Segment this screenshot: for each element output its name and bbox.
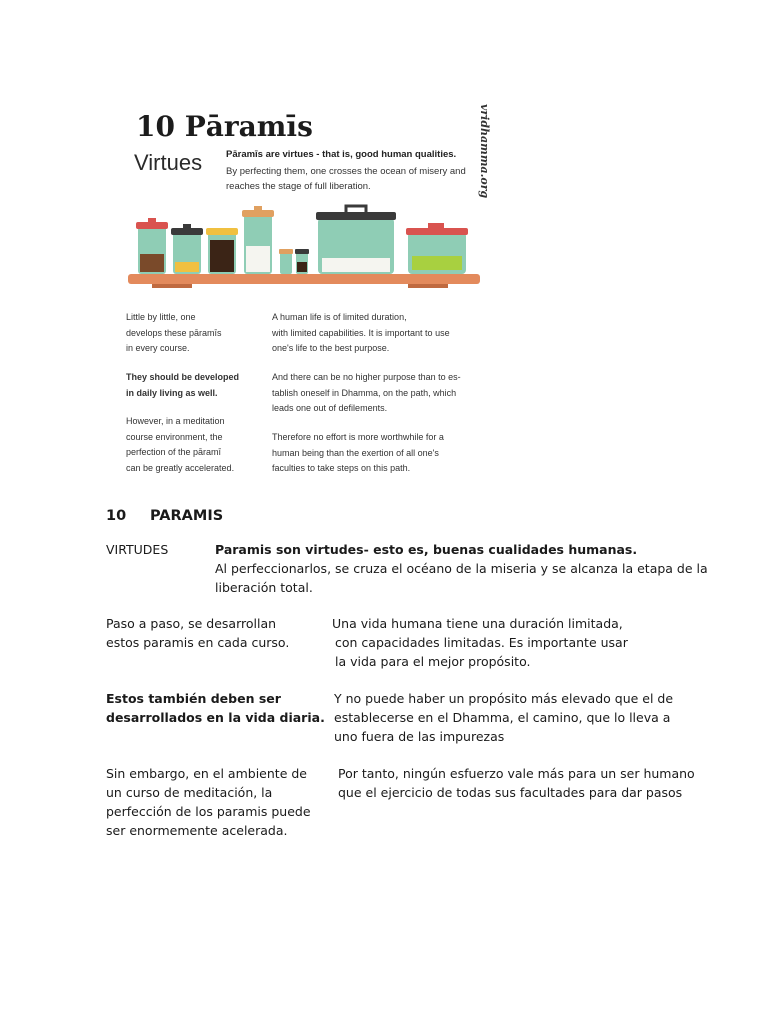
text-line: And there can be no higher purpose than to es- <box>272 372 461 382</box>
left-paragraph-2 <box>106 689 325 727</box>
poster-left-p3 <box>126 414 234 476</box>
text-line: perfección de los paramis puede <box>106 804 311 819</box>
text-line: la vida para el mejor propósito. <box>335 654 531 669</box>
poster-right-p1 <box>272 310 450 357</box>
jar-icon <box>406 223 468 274</box>
text-line: tablish oneself in Dhamma, on the path, which <box>272 387 457 398</box>
jar-icon <box>171 224 203 274</box>
text-line: Al perfeccionarlos, se cruza el océano de la miseria y se alcanza la etapa de la <box>215 561 708 576</box>
jar-icon <box>206 228 238 274</box>
section-heading: PARAMIS <box>150 508 224 524</box>
left-paragraph-1 <box>106 614 289 652</box>
text-line: un curso de meditación, la <box>106 785 273 800</box>
jar-icon <box>295 249 309 274</box>
shelf-bracket <box>152 284 192 288</box>
text-line: uno fuera de las impurezas <box>334 729 505 744</box>
poster-intro-line: reaches the stage of full liberation. <box>226 181 371 192</box>
jar-icon <box>316 206 396 274</box>
text-line: con capacidades limitadas. Es importante usar <box>335 635 628 650</box>
poster-left-p1 <box>126 310 222 357</box>
poster-title: 10 Pāramīs <box>136 110 313 143</box>
right-paragraph-2 <box>334 689 673 746</box>
virtudes-label: VIRTUDES <box>106 542 169 557</box>
right-paragraph-1 <box>332 614 628 671</box>
text-line: human being than the exertion of all one's <box>272 447 439 458</box>
text-line: can be greatly accelerated. <box>126 462 235 473</box>
text-line: in daily living as well. <box>126 387 218 398</box>
text-line: with limited capabilities. It is important to use <box>272 327 450 338</box>
text-line: estos paramis en cada curso. <box>106 635 290 650</box>
text-line: establecerse en el Dhamma, el camino, que lo lleva a <box>334 710 671 725</box>
text-line: Por tanto, ningún esfuerzo vale más para un ser humano <box>338 766 695 781</box>
text-line: perfection of the pāramī <box>126 447 222 457</box>
text-line: faculties to take steps on this path. <box>272 463 411 473</box>
virtudes-text <box>215 540 708 597</box>
text-line: develops these pāramīs <box>126 327 222 338</box>
watermark-text: vridhamma.org <box>478 104 491 199</box>
text-line: liberación total. <box>215 580 313 595</box>
text-line: However, in a meditation <box>126 416 225 426</box>
text-line: que el ejercicio de todas sus facultades para dar pasos <box>338 785 683 800</box>
text-line: Paramis son virtudes- esto es, buenas cualidades humanas. <box>215 542 638 557</box>
poster-intro <box>226 164 466 194</box>
text-line: Paso a paso, se desarrollan <box>106 616 277 631</box>
text-line: ser enormemente acelerada. <box>106 823 288 838</box>
shelf-bracket <box>408 284 448 288</box>
left-paragraph-3 <box>106 764 311 840</box>
shelf-board <box>128 274 480 284</box>
poster-tagline: Pāramīs are virtues - that is, good human qualities. <box>226 149 457 160</box>
text-line: Sin embargo, en el ambiente de <box>106 766 307 781</box>
text-line: They should be developed <box>126 372 240 382</box>
text-line: desarrollados en la vida diaria. <box>106 710 325 725</box>
jar-icon <box>242 206 274 274</box>
section-number: 10 <box>106 508 127 524</box>
watermark-logo <box>466 104 491 199</box>
text-line: leads one out of defilements. <box>272 403 388 413</box>
poster-left-p2 <box>126 370 239 401</box>
text-line: in every course. <box>126 343 190 353</box>
text-line: A human life is of limited duration, <box>272 312 407 322</box>
poster-right-p3 <box>272 430 444 477</box>
jar-icon <box>279 249 293 274</box>
paramis-poster-image <box>108 96 492 480</box>
poster-right-p2 <box>272 370 461 417</box>
text-line: one's life to the best purpose. <box>272 343 390 353</box>
text-line: Little by little, one <box>126 312 196 322</box>
text-line: Therefore no effort is more worthwhile for a <box>272 432 444 442</box>
right-paragraph-3 <box>338 764 695 802</box>
jars-shelf-illustration <box>128 202 488 294</box>
text-line: Estos también deben ser <box>106 691 281 706</box>
poster-subtitle: Virtues <box>134 150 203 175</box>
jar-icon <box>136 218 168 274</box>
text-line: Y no puede haber un propósito más elevado que el de <box>334 691 674 706</box>
text-line: Una vida humana tiene una duración limitada, <box>332 616 623 631</box>
poster-intro-line: By perfecting them, one crosses the ocean of misery and <box>226 166 466 177</box>
text-line: course environment, the <box>126 431 223 442</box>
